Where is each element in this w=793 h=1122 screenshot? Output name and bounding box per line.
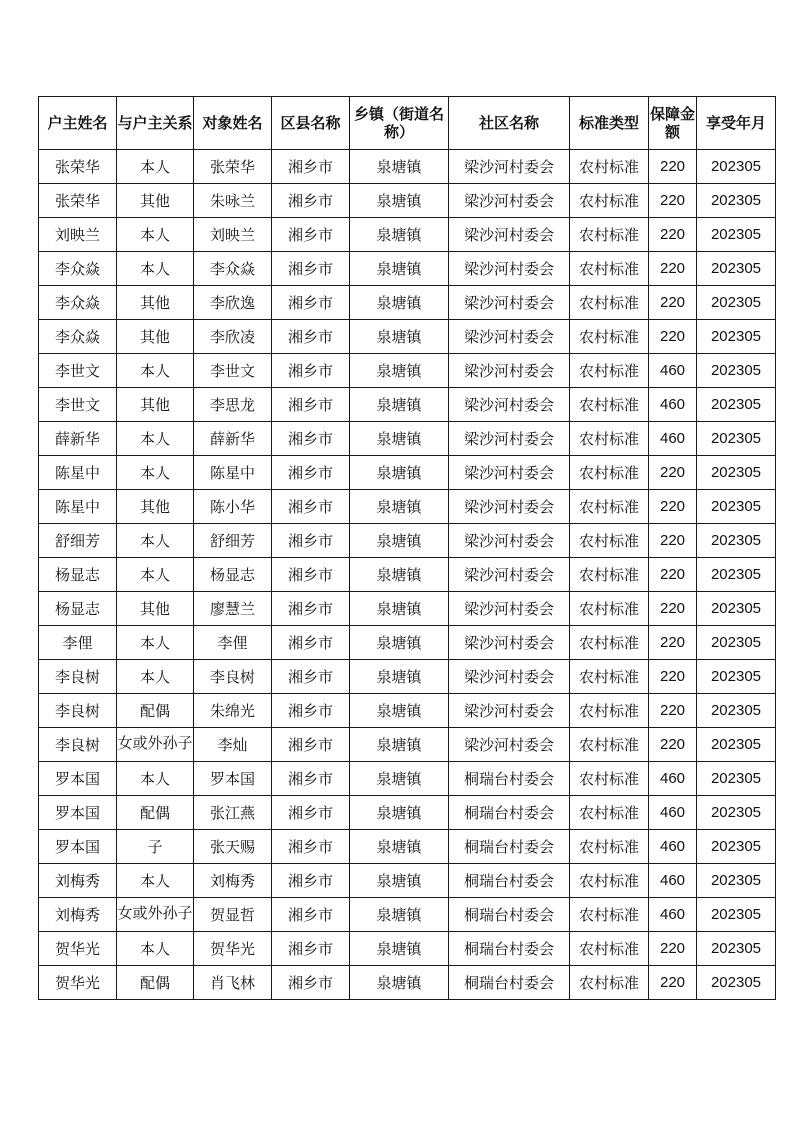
cell-relation: 配偶 — [117, 694, 194, 728]
table-row — [39, 218, 776, 252]
cell-town: 泉塘镇 — [350, 286, 449, 320]
table-row — [39, 626, 776, 660]
cell-county: 湘乡市 — [272, 796, 350, 830]
table-row — [39, 150, 776, 184]
table-row — [39, 252, 776, 286]
table-row — [39, 354, 776, 388]
cell-head-name: 李良树 — [39, 660, 117, 694]
cell-head-name: 李世文 — [39, 388, 117, 422]
cell-town: 泉塘镇 — [350, 932, 449, 966]
cell-head-name: 李世文 — [39, 354, 117, 388]
header-month: 享受年月 — [697, 97, 776, 150]
cell-county: 湘乡市 — [272, 456, 350, 490]
header-head-name: 户主姓名 — [39, 97, 117, 150]
cell-month: 202305 — [697, 898, 776, 932]
cell-relation: 其他 — [117, 592, 194, 626]
cell-member-name: 李世文 — [194, 354, 272, 388]
cell-relation: 配偶 — [117, 796, 194, 830]
cell-relation: 本人 — [117, 762, 194, 796]
cell-amount: 460 — [649, 830, 697, 864]
cell-community: 梁沙河村委会 — [449, 388, 570, 422]
cell-amount: 460 — [649, 762, 697, 796]
cell-county: 湘乡市 — [272, 660, 350, 694]
cell-head-name: 李众焱 — [39, 320, 117, 354]
cell-relation: 本人 — [117, 252, 194, 286]
cell-community: 梁沙河村委会 — [449, 558, 570, 592]
cell-standard: 农村标准 — [570, 184, 649, 218]
cell-head-name: 杨显志 — [39, 592, 117, 626]
cell-amount: 220 — [649, 456, 697, 490]
cell-member-name: 薛新华 — [194, 422, 272, 456]
cell-member-name: 李俚 — [194, 626, 272, 660]
table-row — [39, 694, 776, 728]
cell-month: 202305 — [697, 932, 776, 966]
cell-standard: 农村标准 — [570, 694, 649, 728]
cell-community: 梁沙河村委会 — [449, 728, 570, 762]
cell-community: 梁沙河村委会 — [449, 490, 570, 524]
cell-town: 泉塘镇 — [350, 728, 449, 762]
cell-month: 202305 — [697, 354, 776, 388]
cell-county: 湘乡市 — [272, 626, 350, 660]
cell-member-name: 张江燕 — [194, 796, 272, 830]
cell-month: 202305 — [697, 252, 776, 286]
cell-head-name: 薛新华 — [39, 422, 117, 456]
cell-amount: 460 — [649, 354, 697, 388]
cell-month: 202305 — [697, 864, 776, 898]
cell-community: 梁沙河村委会 — [449, 286, 570, 320]
cell-community: 梁沙河村委会 — [449, 252, 570, 286]
cell-standard: 农村标准 — [570, 286, 649, 320]
cell-month: 202305 — [697, 286, 776, 320]
cell-member-name: 朱咏兰 — [194, 184, 272, 218]
cell-amount: 220 — [649, 320, 697, 354]
cell-standard: 农村标准 — [570, 864, 649, 898]
cell-community: 梁沙河村委会 — [449, 422, 570, 456]
cell-town: 泉塘镇 — [350, 796, 449, 830]
cell-month: 202305 — [697, 592, 776, 626]
cell-county: 湘乡市 — [272, 898, 350, 932]
cell-amount: 220 — [649, 932, 697, 966]
cell-county: 湘乡市 — [272, 592, 350, 626]
cell-standard: 农村标准 — [570, 218, 649, 252]
cell-county: 湘乡市 — [272, 558, 350, 592]
cell-head-name: 罗本国 — [39, 796, 117, 830]
cell-member-name: 李欣凌 — [194, 320, 272, 354]
cell-member-name: 舒细芳 — [194, 524, 272, 558]
cell-town: 泉塘镇 — [350, 762, 449, 796]
cell-member-name: 贺华光 — [194, 932, 272, 966]
cell-member-name: 廖慧兰 — [194, 592, 272, 626]
cell-standard: 农村标准 — [570, 150, 649, 184]
cell-amount: 220 — [649, 626, 697, 660]
cell-town: 泉塘镇 — [350, 660, 449, 694]
cell-county: 湘乡市 — [272, 762, 350, 796]
cell-community: 梁沙河村委会 — [449, 354, 570, 388]
cell-county: 湘乡市 — [272, 286, 350, 320]
cell-county: 湘乡市 — [272, 150, 350, 184]
cell-member-name: 陈小华 — [194, 490, 272, 524]
cell-member-name: 罗本国 — [194, 762, 272, 796]
cell-amount: 460 — [649, 796, 697, 830]
cell-month: 202305 — [697, 218, 776, 252]
header-row — [39, 97, 776, 150]
table-row — [39, 184, 776, 218]
cell-town: 泉塘镇 — [350, 592, 449, 626]
cell-head-name: 张荣华 — [39, 150, 117, 184]
cell-standard: 农村标准 — [570, 524, 649, 558]
cell-head-name: 贺华光 — [39, 932, 117, 966]
cell-community: 梁沙河村委会 — [449, 660, 570, 694]
cell-head-name: 贺华光 — [39, 966, 117, 1000]
table-row — [39, 422, 776, 456]
cell-amount: 460 — [649, 898, 697, 932]
cell-month: 202305 — [697, 796, 776, 830]
cell-relation: 本人 — [117, 660, 194, 694]
table-row — [39, 456, 776, 490]
cell-community: 桐瑞台村委会 — [449, 932, 570, 966]
cell-month: 202305 — [697, 388, 776, 422]
cell-amount: 220 — [649, 184, 697, 218]
header-town: 乡镇（街道名称） — [350, 97, 449, 150]
cell-town: 泉塘镇 — [350, 252, 449, 286]
cell-standard: 农村标准 — [570, 422, 649, 456]
cell-town: 泉塘镇 — [350, 524, 449, 558]
cell-head-name: 陈星中 — [39, 456, 117, 490]
cell-month: 202305 — [697, 490, 776, 524]
cell-relation: 本人 — [117, 558, 194, 592]
cell-head-name: 罗本国 — [39, 830, 117, 864]
cell-amount: 220 — [649, 286, 697, 320]
cell-amount: 220 — [649, 558, 697, 592]
header-county: 区县名称 — [272, 97, 350, 150]
table-row — [39, 762, 776, 796]
header-standard: 标准类型 — [570, 97, 649, 150]
cell-community: 梁沙河村委会 — [449, 150, 570, 184]
cell-standard: 农村标准 — [570, 592, 649, 626]
cell-head-name: 李众焱 — [39, 252, 117, 286]
cell-town: 泉塘镇 — [350, 898, 449, 932]
cell-standard: 农村标准 — [570, 558, 649, 592]
cell-county: 湘乡市 — [272, 966, 350, 1000]
cell-head-name: 罗本国 — [39, 762, 117, 796]
cell-head-name: 杨显志 — [39, 558, 117, 592]
cell-town: 泉塘镇 — [350, 626, 449, 660]
cell-head-name: 刘映兰 — [39, 218, 117, 252]
cell-month: 202305 — [697, 422, 776, 456]
cell-town: 泉塘镇 — [350, 388, 449, 422]
header-community: 社区名称 — [449, 97, 570, 150]
cell-relation-text: 女或外孙子 — [117, 904, 193, 922]
cell-standard: 农村标准 — [570, 660, 649, 694]
cell-standard: 农村标准 — [570, 762, 649, 796]
cell-relation: 其他 — [117, 388, 194, 422]
cell-amount: 220 — [649, 524, 697, 558]
cell-member-name: 贺显哲 — [194, 898, 272, 932]
cell-month: 202305 — [697, 558, 776, 592]
table-row — [39, 660, 776, 694]
cell-relation: 本人 — [117, 864, 194, 898]
cell-community: 梁沙河村委会 — [449, 184, 570, 218]
cell-month: 202305 — [697, 184, 776, 218]
cell-standard: 农村标准 — [570, 898, 649, 932]
table-row — [39, 592, 776, 626]
cell-member-name: 肖飞林 — [194, 966, 272, 1000]
table-header — [39, 97, 776, 150]
cell-amount: 220 — [649, 966, 697, 1000]
cell-relation-text: 女或外孙子 — [117, 734, 193, 752]
cell-amount: 220 — [649, 694, 697, 728]
table-body — [39, 150, 776, 1000]
cell-county: 湘乡市 — [272, 864, 350, 898]
cell-month: 202305 — [697, 728, 776, 762]
cell-standard: 农村标准 — [570, 626, 649, 660]
table-row — [39, 388, 776, 422]
cell-county: 湘乡市 — [272, 218, 350, 252]
cell-standard: 农村标准 — [570, 728, 649, 762]
cell-amount: 220 — [649, 660, 697, 694]
cell-town: 泉塘镇 — [350, 354, 449, 388]
cell-member-name: 李欣逸 — [194, 286, 272, 320]
cell-amount: 460 — [649, 388, 697, 422]
header-relation: 与户主关系 — [117, 97, 194, 150]
cell-county: 湘乡市 — [272, 422, 350, 456]
cell-month: 202305 — [697, 966, 776, 1000]
cell-relation: 本人 — [117, 932, 194, 966]
cell-month: 202305 — [697, 524, 776, 558]
cell-member-name: 李良树 — [194, 660, 272, 694]
table-row — [39, 490, 776, 524]
cell-standard: 农村标准 — [570, 932, 649, 966]
cell-town: 泉塘镇 — [350, 864, 449, 898]
cell-town: 泉塘镇 — [350, 218, 449, 252]
cell-county: 湘乡市 — [272, 728, 350, 762]
cell-standard: 农村标准 — [570, 354, 649, 388]
header-amount: 保障金额 — [649, 97, 697, 150]
cell-relation: 其他 — [117, 286, 194, 320]
cell-community: 梁沙河村委会 — [449, 456, 570, 490]
cell-relation: 本人 — [117, 354, 194, 388]
cell-member-name: 张天赐 — [194, 830, 272, 864]
cell-member-name: 陈星中 — [194, 456, 272, 490]
cell-town: 泉塘镇 — [350, 422, 449, 456]
cell-standard: 农村标准 — [570, 830, 649, 864]
cell-amount: 220 — [649, 728, 697, 762]
cell-relation: 本人 — [117, 218, 194, 252]
cell-month: 202305 — [697, 830, 776, 864]
table-row — [39, 320, 776, 354]
cell-amount: 220 — [649, 592, 697, 626]
cell-relation — [117, 898, 194, 932]
cell-month: 202305 — [697, 150, 776, 184]
table-row — [39, 932, 776, 966]
cell-relation: 本人 — [117, 626, 194, 660]
cell-member-name: 杨显志 — [194, 558, 272, 592]
cell-county: 湘乡市 — [272, 694, 350, 728]
cell-relation: 本人 — [117, 524, 194, 558]
cell-town: 泉塘镇 — [350, 150, 449, 184]
cell-community: 桐瑞台村委会 — [449, 796, 570, 830]
table-row — [39, 558, 776, 592]
cell-member-name: 朱绵光 — [194, 694, 272, 728]
cell-head-name: 陈星中 — [39, 490, 117, 524]
subsidy-roster-table — [38, 96, 776, 1000]
cell-relation: 其他 — [117, 184, 194, 218]
cell-community: 梁沙河村委会 — [449, 626, 570, 660]
cell-amount: 460 — [649, 422, 697, 456]
cell-community: 梁沙河村委会 — [449, 524, 570, 558]
table-row — [39, 728, 776, 762]
cell-town: 泉塘镇 — [350, 558, 449, 592]
cell-standard: 农村标准 — [570, 456, 649, 490]
cell-relation: 本人 — [117, 422, 194, 456]
cell-county: 湘乡市 — [272, 354, 350, 388]
cell-head-name: 刘梅秀 — [39, 864, 117, 898]
cell-amount: 220 — [649, 218, 697, 252]
cell-head-name: 张荣华 — [39, 184, 117, 218]
cell-community: 桐瑞台村委会 — [449, 966, 570, 1000]
cell-town: 泉塘镇 — [350, 320, 449, 354]
cell-town: 泉塘镇 — [350, 830, 449, 864]
cell-town: 泉塘镇 — [350, 966, 449, 1000]
cell-county: 湘乡市 — [272, 932, 350, 966]
cell-month: 202305 — [697, 660, 776, 694]
cell-relation: 其他 — [117, 320, 194, 354]
cell-member-name: 刘梅秀 — [194, 864, 272, 898]
table-row — [39, 966, 776, 1000]
cell-member-name: 刘映兰 — [194, 218, 272, 252]
cell-standard: 农村标准 — [570, 388, 649, 422]
cell-county: 湘乡市 — [272, 388, 350, 422]
cell-community: 梁沙河村委会 — [449, 592, 570, 626]
cell-member-name: 李众焱 — [194, 252, 272, 286]
cell-community: 梁沙河村委会 — [449, 218, 570, 252]
cell-town: 泉塘镇 — [350, 694, 449, 728]
cell-member-name: 张荣华 — [194, 150, 272, 184]
header-member-name: 对象姓名 — [194, 97, 272, 150]
table-row — [39, 796, 776, 830]
cell-community: 桐瑞台村委会 — [449, 762, 570, 796]
cell-amount: 220 — [649, 252, 697, 286]
cell-relation: 本人 — [117, 150, 194, 184]
cell-month: 202305 — [697, 762, 776, 796]
cell-county: 湘乡市 — [272, 524, 350, 558]
table-row — [39, 830, 776, 864]
cell-community: 桐瑞台村委会 — [449, 830, 570, 864]
cell-member-name: 李灿 — [194, 728, 272, 762]
cell-amount: 220 — [649, 150, 697, 184]
cell-relation: 子 — [117, 830, 194, 864]
table-row — [39, 864, 776, 898]
cell-county: 湘乡市 — [272, 490, 350, 524]
cell-head-name: 舒细芳 — [39, 524, 117, 558]
cell-town: 泉塘镇 — [350, 184, 449, 218]
cell-month: 202305 — [697, 320, 776, 354]
cell-community: 桐瑞台村委会 — [449, 864, 570, 898]
cell-community: 梁沙河村委会 — [449, 320, 570, 354]
cell-head-name: 李俚 — [39, 626, 117, 660]
cell-standard: 农村标准 — [570, 252, 649, 286]
cell-standard: 农村标准 — [570, 796, 649, 830]
cell-community: 桐瑞台村委会 — [449, 898, 570, 932]
table-row — [39, 286, 776, 320]
cell-relation: 其他 — [117, 490, 194, 524]
cell-standard: 农村标准 — [570, 320, 649, 354]
cell-month: 202305 — [697, 626, 776, 660]
subsidy-roster-sheet — [38, 96, 776, 1000]
cell-county: 湘乡市 — [272, 320, 350, 354]
cell-relation: 本人 — [117, 456, 194, 490]
table-row — [39, 898, 776, 932]
cell-head-name: 李良树 — [39, 694, 117, 728]
cell-standard: 农村标准 — [570, 966, 649, 1000]
cell-county: 湘乡市 — [272, 184, 350, 218]
cell-month: 202305 — [697, 456, 776, 490]
cell-county: 湘乡市 — [272, 252, 350, 286]
cell-month: 202305 — [697, 694, 776, 728]
cell-relation — [117, 728, 194, 762]
cell-town: 泉塘镇 — [350, 456, 449, 490]
cell-amount: 460 — [649, 864, 697, 898]
cell-community: 梁沙河村委会 — [449, 694, 570, 728]
cell-head-name: 刘梅秀 — [39, 898, 117, 932]
cell-head-name: 李众焱 — [39, 286, 117, 320]
table-row — [39, 524, 776, 558]
cell-head-name: 李良树 — [39, 728, 117, 762]
cell-county: 湘乡市 — [272, 830, 350, 864]
cell-town: 泉塘镇 — [350, 490, 449, 524]
cell-amount: 220 — [649, 490, 697, 524]
cell-member-name: 李思龙 — [194, 388, 272, 422]
cell-standard: 农村标准 — [570, 490, 649, 524]
cell-relation: 配偶 — [117, 966, 194, 1000]
